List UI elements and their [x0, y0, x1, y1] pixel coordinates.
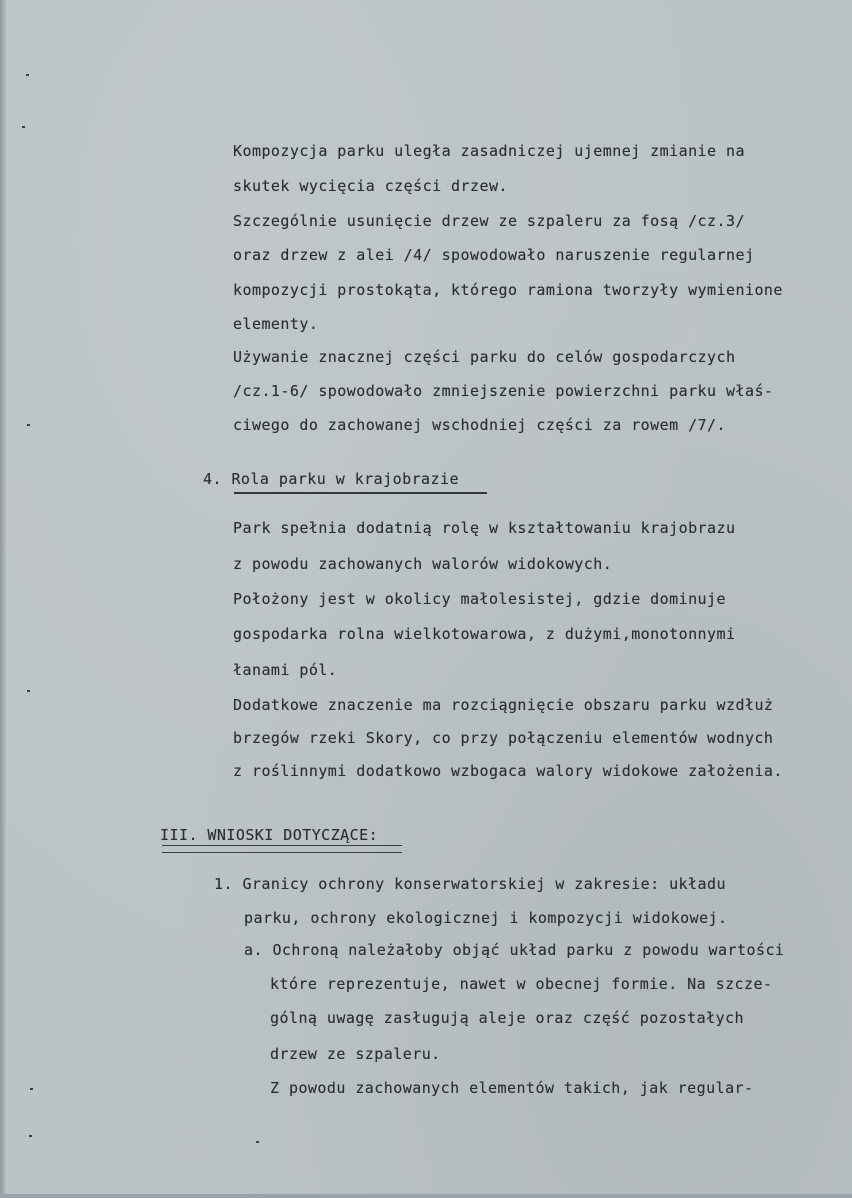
body-text-line: Dodatkowe znaczenie ma rozciągnięcie obszaru parku wzdłuż — [233, 696, 774, 714]
list-item-line: parku, ochrony ekologicznej i kompozycji widokowej. — [244, 909, 728, 927]
body-text-line: Używanie znacznej części parku do celów gospodarczych — [233, 348, 736, 366]
body-text-line: /cz.1-6/ spowodowało zmniejszenie powierzchni parku właś- — [233, 382, 774, 400]
margin-mark — [22, 126, 25, 128]
body-text-line: z powodu zachowanych walorów widokowych. — [233, 555, 613, 573]
list-item-line: które reprezentuje, nawet w obecnej formie. Na szcze- — [270, 975, 773, 993]
body-text-line: kompozycji prostokąta, którego ramiona tworzyły wymienione — [233, 281, 783, 299]
list-item-line: drzew ze szpaleru. — [270, 1045, 441, 1063]
body-text-line: Położony jest w okolicy małolesistej, gdzie dominuje — [233, 590, 726, 608]
body-text-line: Park spełnia dodatnią rolę w kształtowaniu krajobrazu — [233, 519, 736, 537]
page-left-edge — [0, 0, 6, 1198]
section-heading: 4. Rola parku w krajobrazie — [203, 470, 459, 488]
body-text-line: łanami pól. — [233, 661, 338, 679]
margin-mark — [256, 1141, 259, 1143]
heading-double-underline — [162, 845, 402, 853]
page-bottom-edge — [0, 1194, 852, 1198]
list-item-line: a. Ochroną należałoby objąć układ parku z powodu wartości — [244, 941, 785, 959]
body-text-line: z roślinnymi dodatkowo wzbogaca walory widokowe założenia. — [233, 762, 783, 780]
heading-underline — [234, 492, 487, 494]
margin-mark — [27, 424, 30, 426]
body-text-line: elementy. — [233, 315, 319, 333]
body-text-line: gospodarka rolna wielkotowarowa, z dużymi,monotonnymi — [233, 625, 736, 643]
body-text-line: Szczególnie usunięcie drzew ze szpaleru za fosą /cz.3/ — [233, 212, 745, 230]
margin-mark — [30, 1088, 33, 1090]
body-text-line: ciwego do zachowanej wschodniej części za rowem /7/. — [233, 416, 726, 434]
section-heading: III. WNIOSKI DOTYCZĄCE: — [160, 826, 379, 844]
body-text-line: oraz drzew z alei /4/ spowodowało naruszenie regularnej — [233, 246, 755, 264]
body-text-line: Kompozycja parku uległa zasadniczej ujemnej zmianie na — [233, 142, 745, 160]
body-text-line: brzegów rzeki Skory, co przy połączeniu elementów wodnych — [233, 729, 774, 747]
body-text-line: skutek wycięcia części drzew. — [233, 177, 508, 195]
margin-mark — [26, 74, 29, 76]
list-item-line: Z powodu zachowanych elementów takich, jak regular- — [270, 1079, 754, 1097]
margin-mark — [27, 690, 30, 692]
list-item-line: 1. Granicy ochrony konserwatorskiej w zakresie: układu — [214, 875, 726, 893]
margin-mark — [29, 1135, 32, 1137]
list-item-line: gólną uwagę zasługują aleje oraz część pozostałych — [270, 1009, 745, 1027]
